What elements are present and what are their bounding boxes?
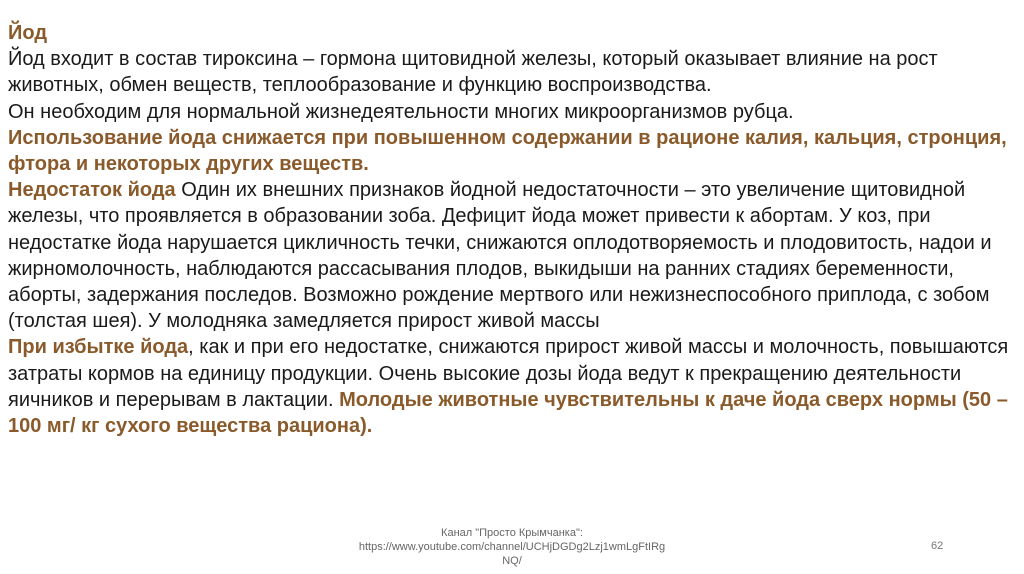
paragraph-rumen: Он необходим для нормальной жизнедеятельности многих микроорганизмов рубца. [8,100,794,123]
paragraph-thyroxine: Йод входит в состав тироксина – гормона щитовидной железы, который оказывает влияние на рост животных, обмен веществ, теплообразование и функцию воспроизводства. [8,48,938,97]
slide-heading: Йод [8,22,48,44]
paragraph-absorption: Использование йода снижается при повышенном содержании в рационе калия, кальция, стронция, фтора и некоторых других веществ. [8,126,1007,176]
channel-footer [0,526,1024,568]
footer-line-1: Канал "Просто Крымчанка": [441,527,583,539]
footer-line-2: https://www.youtube.com/channel/UCHjDGDg2Lzj1wmLgFtIRg [358,541,666,553]
excess-warning: Молодые животные чувствительны к даче йода сверх нормы (50 – 100 мг/ кг сухого вещества рациона). [8,388,1008,438]
excess-text: , как и при его недостатке, снижаются прирост живой массы и молочность, повышаются затраты кормов на единицу продукции. Очень высокие дозы йода ведут к прекращению деятельности яичников и перерывам в лактации. [8,336,1009,411]
footer-line-3: NQ/ [502,555,522,567]
excess-title: При избытке йода [8,336,189,359]
deficiency-text: Один их внешних признаков йодной недостаточности – это увеличение щитовидной железы, что проявляется в образовании зоба. Дефицит йода может привести к абортам. У коз, при недостатке йода нарушается цикличность течки, снижаются оплодотворяемость и плодовитость, надои и жирномолочность, наблюдаются рассасывания плодов, выкидыши на ранних стадиях беременности, аборты, задержания последов. Возможно рождение мертвого или нежизнеспособного приплода, с зобом (толстая шея). У молодняка замедляется прирост живой массы [8,179,992,333]
deficiency-title: Недостаток йода [8,179,176,202]
page-number: 62 [931,540,944,552]
paragraph-excess [8,334,1013,439]
slide-body [8,20,1013,439]
paragraph-deficiency [8,177,1013,334]
